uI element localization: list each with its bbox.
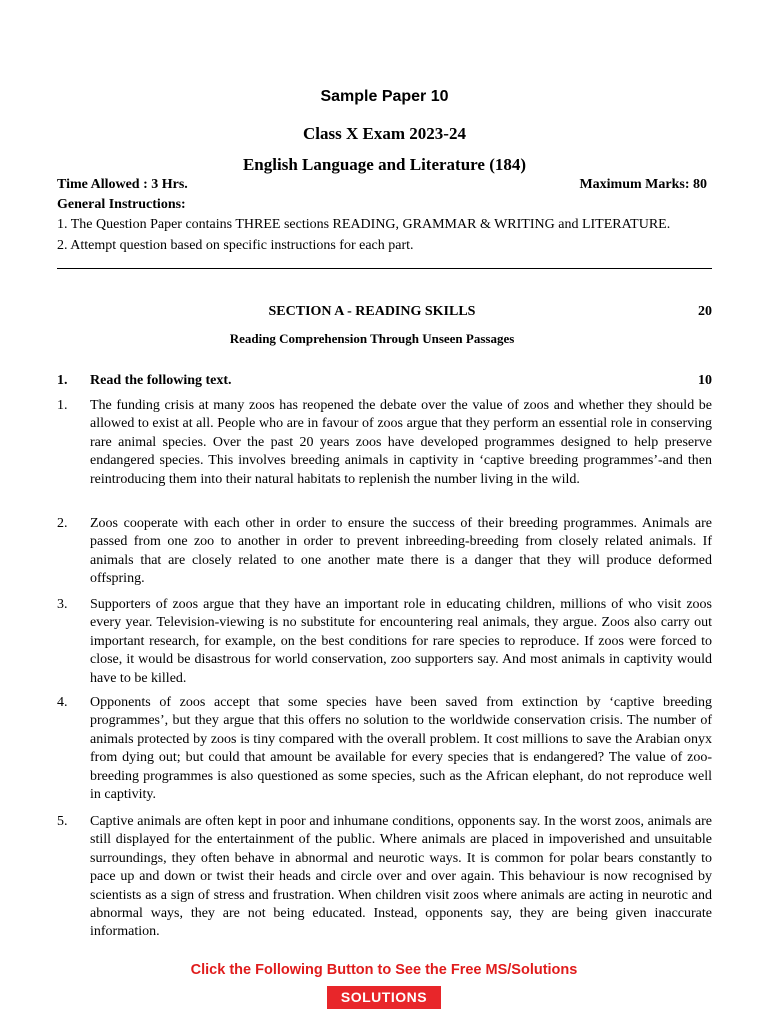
passage-paragraph xyxy=(57,397,712,489)
section-subtitle: Reading Comprehension Through Unseen Passages xyxy=(229,331,515,346)
solutions-button-wrap xyxy=(0,986,768,1009)
class-title: Class X Exam 2023-24 xyxy=(303,124,466,143)
paragraph-text: Opponents of zoos accept that some species have been saved from extinction by ‘captive breeding programmes’, but they argue that this offers no solution to the worldwide conservation crisis. The number of animals protected by zoos is tiny compared with the overall problem. It cost millions to save the Arabian onyx from dying out; but could that amount be available for every species that is endangered? The value of zoo-breeding programmes is also questioned as some species, such as the African elephant, do not reproduce well in captivity. xyxy=(90,695,712,803)
paragraph-text: Captive animals are often kept in poor and inhumane conditions, opponents say. In the worst zoos, animals are still displayed for the entertainment of the public. Where animals are placed in impoverished and unsuitable surroundings, they often behave in abnormal and neurotic ways. It is common for polar bears constantly to pace up and down or twist their heads and circle over and over again. This behaviour is now recognised by scientists as a sign of stress and frustration. When children visit zoos where animals are acting in neurotic and abnormal ways, they are not being educated. Instead, opponents say, they are being given inaccurate information. xyxy=(90,814,712,940)
passage-paragraph xyxy=(57,515,712,589)
paragraph-number: 2. xyxy=(57,516,68,531)
divider xyxy=(57,268,712,269)
solutions-cta-text: Click the Following Button to See the Free MS/Solutions xyxy=(190,962,578,978)
paragraph-number: 4. xyxy=(57,695,68,710)
time-allowed: Time Allowed : 3 Hrs. xyxy=(57,177,188,192)
exam-meta-row xyxy=(57,177,707,193)
paper-title: Sample Paper 10 xyxy=(320,88,449,105)
instructions-heading: General Instructions: xyxy=(57,197,186,212)
paragraph-number: 1. xyxy=(57,398,68,413)
question-marks: 10 xyxy=(698,373,712,388)
solutions-button[interactable]: SOLUTIONS xyxy=(327,986,441,1009)
paragraph-number: 3. xyxy=(57,597,68,612)
passage-paragraph xyxy=(57,694,712,804)
instruction-item: 2. Attempt question based on specific instructions for each part. xyxy=(57,238,414,253)
paragraph-text: The funding crisis at many zoos has reopened the debate over the value of zoos and whether they should be allowed to exist at all. People who are in favour of zoos argue that they perform an essential role in conserving rare animal species. Over the past 20 years zoos have developed programmes designed to help preserve endangered species. This involves breeding animals in captivity in ‘captive breeding programmes’-and then reintroducing them into their natural habitats to replenish the number living in the wild. xyxy=(90,398,712,487)
question-text: Read the following text. xyxy=(90,373,232,388)
paragraph-text: Supporters of zoos argue that they have an important role in educating children, millions of who visit zoos every year. Television-viewing is no substitute for encountering real animals, they argue. Zoos also carry out important research, for example, on the best conditions for rare species to reproduce. If zoos were forced to close, it would be disastrous for world conservation, zoo supporters say. And most animals in captivity would have to be killed. xyxy=(90,597,712,686)
passage-paragraph xyxy=(57,596,712,688)
question-number: 1. xyxy=(57,373,68,388)
maximum-marks: Maximum Marks: 80 xyxy=(579,177,707,192)
passage-paragraph xyxy=(57,813,712,942)
paragraph-number: 5. xyxy=(57,814,68,829)
section-title: SECTION A - READING SKILLS xyxy=(268,304,476,319)
subject-title: English Language and Literature (184) xyxy=(242,155,527,174)
instruction-item: 1. The Question Paper contains THREE sections READING, GRAMMAR & WRITING and LITERATURE. xyxy=(57,217,671,232)
paragraph-text: Zoos cooperate with each other in order to ensure the success of their breeding programmes. Animals are passed from one zoo to another in order to prevent inbreeding-breeding from closely related animals. If animals that are closely related to one another mate there is a danger that they will produce deformed offspring. xyxy=(90,516,712,587)
section-marks: 20 xyxy=(698,304,712,319)
